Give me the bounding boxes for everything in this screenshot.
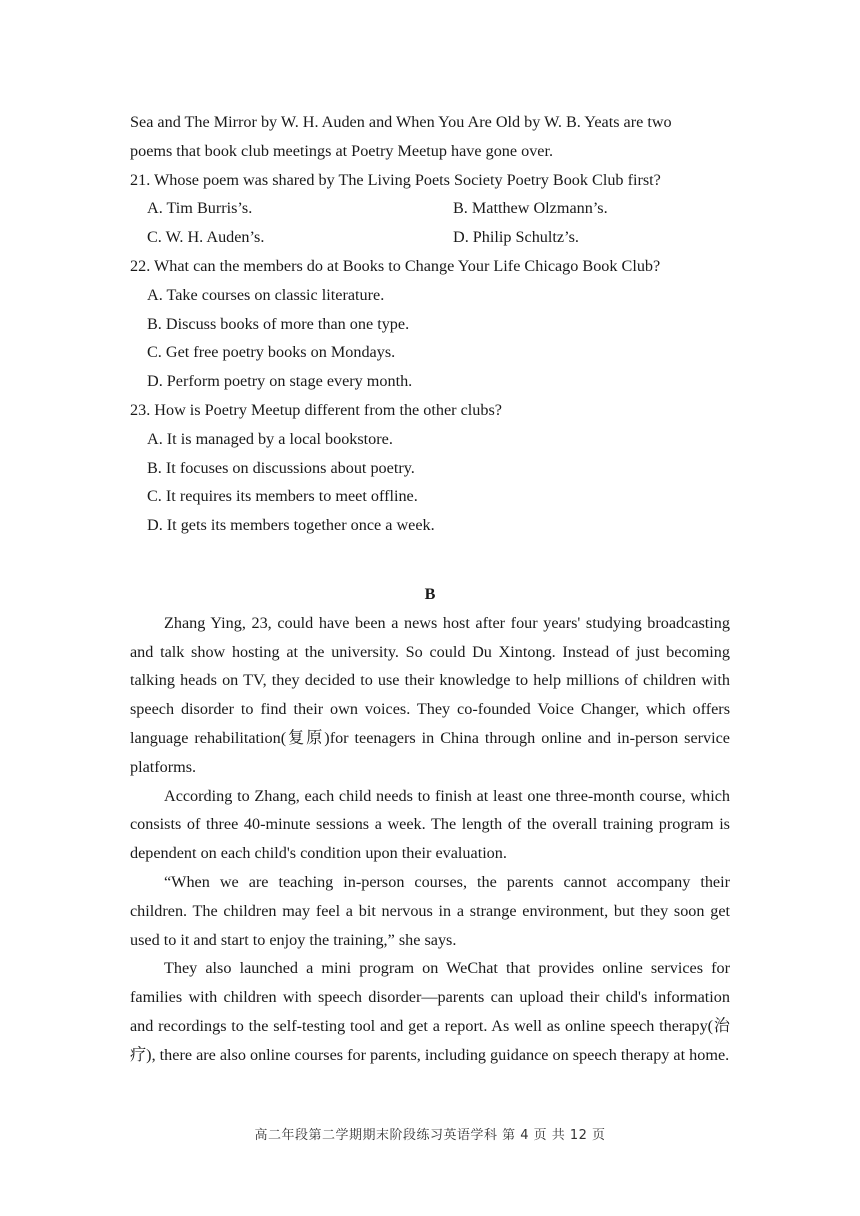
option-c: C. W. H. Auden’s. <box>147 228 265 247</box>
option-b: B. It focuses on discussions about poetry. <box>147 458 415 477</box>
option-d: D. It gets its members together once a week. <box>147 516 435 535</box>
question-22 <box>130 252 730 396</box>
passage-paragraph: According to Zhang, each child needs to finish at least one three-month course, which consists of three 40-minute sessions a week. The length of the overall training program is dependent on each child's condition upon their evaluation. <box>130 786 730 863</box>
option-a: A. Tim Burris’s. <box>147 199 253 218</box>
question-stem: 22. What can the members do at Books to Change Your Life Chicago Book Club? <box>130 256 661 275</box>
option-b: B. Discuss books of more than one type. <box>147 314 410 333</box>
question-21 <box>130 166 730 252</box>
intro-line-1: Sea and The Mirror by W. H. Auden and When You Are Old by W. B. Yeats are two <box>130 113 672 131</box>
question-stem: 23. How is Poetry Meetup different from the other clubs? <box>130 400 502 419</box>
passage-paragraph: Zhang Ying, 23, could have been a news host after four years' studying broadcasting and talk show hosting at the university. So could Du Xintong. Instead of just becoming talking heads on TV, they decided to use their knowledge to help millions of children with speech disorder to find their own voices. They co-founded Voice Changer, which offers language rehabilitation(复原)for teenagers in China through online and in-person service platforms. <box>130 613 730 776</box>
exam-page <box>130 108 730 1070</box>
option-d: D. Philip Schultz’s. <box>453 228 579 247</box>
option-d: D. Perform poetry on stage every month. <box>147 372 413 391</box>
question-23 <box>130 396 730 540</box>
section-heading: B <box>424 584 436 603</box>
option-b: B. Matthew Olzmann’s. <box>453 199 608 218</box>
question-stem: 21. Whose poem was shared by The Living Poets Society Poetry Book Club first? <box>130 170 661 189</box>
page-footer: 高二年段第二学期期末阶段练习英语学科 第 4 页 共 12 页 <box>254 1128 606 1143</box>
option-c: C. Get free poetry books on Mondays. <box>147 343 396 362</box>
passage-paragraph: “When we are teaching in-person courses, the parents cannot accompany their children. The children may feel a bit nervous in a strange environment, but they soon get used to it and start to enjoy the training,” she says. <box>130 872 730 949</box>
passage-paragraph: They also launched a mini program on WeChat that provides online services for families with children with speech disorder—parents can upload their child's information and recordings to the self-testing tool and get a report. As well as online speech therapy(治疗), there are also online courses for parents, including guidance on speech therapy at home. <box>130 959 730 1064</box>
intro-line-2: poems that book club meetings at Poetry Meetup have gone over. <box>130 141 554 160</box>
option-c: C. It requires its members to meet offline. <box>147 487 418 506</box>
option-a: A. Take courses on classic literature. <box>147 285 385 304</box>
option-a: A. It is managed by a local bookstore. <box>147 429 393 448</box>
